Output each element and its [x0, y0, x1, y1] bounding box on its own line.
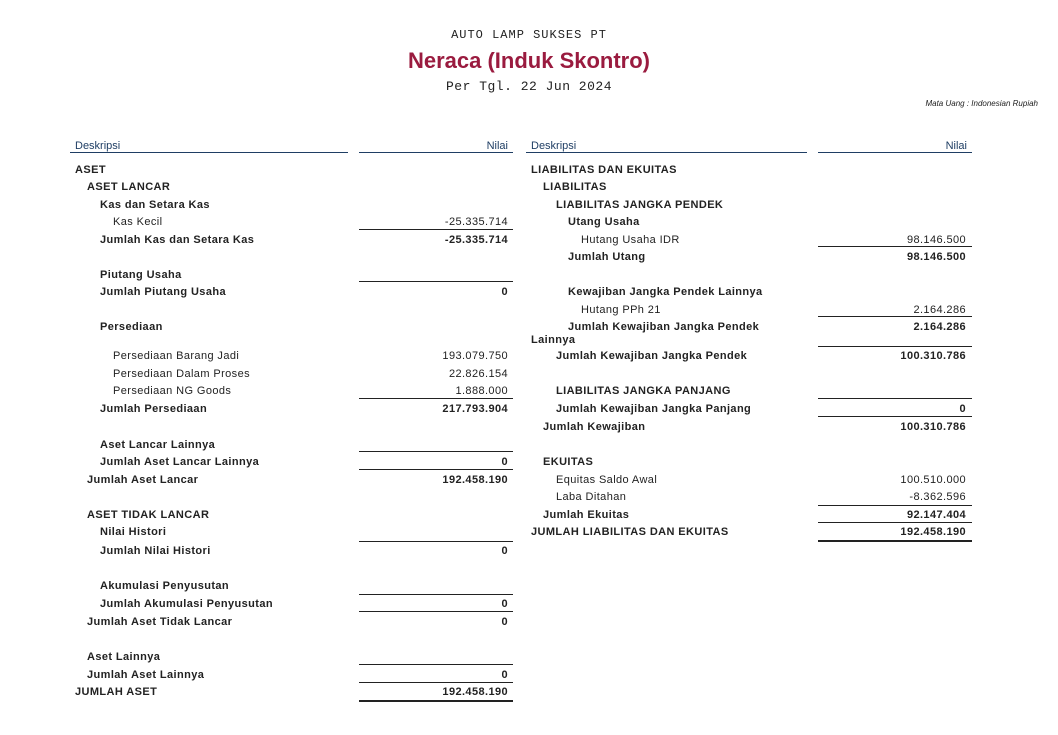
subtotal-rule [818, 522, 972, 523]
row-value: 2.164.286 [913, 321, 966, 333]
row-label: Jumlah Kewajiban Jangka Panjang [556, 403, 752, 415]
row-value: 2.164.286 [913, 304, 966, 316]
left-description-header: Deskripsi [75, 140, 121, 152]
row-value: 92.147.404 [906, 509, 966, 521]
row-value: 98.146.500 [906, 251, 966, 263]
row-label: Jumlah Utang [568, 251, 646, 263]
report-period: Per Tgl. 22 Jun 2024 [445, 79, 613, 94]
row-label: ASET LANCAR [87, 181, 171, 193]
row-label: Jumlah Kewajiban Jangka Pendek [568, 321, 760, 333]
row-value: 0 [501, 616, 508, 628]
subtotal-rule [359, 594, 513, 595]
currency-note: Mata Uang : Indonesian Rupiah [925, 99, 1038, 108]
row-label: Jumlah Aset Lancar [87, 474, 199, 486]
row-value: -25.335.714 [444, 234, 508, 246]
row-label: ASET [75, 164, 106, 176]
row-label: Aset Lancar Lainnya [100, 439, 216, 451]
row-label: Hutang PPh 21 [581, 304, 661, 316]
row-label: LIABILITAS [543, 181, 607, 193]
row-label: Kas Kecil [113, 216, 163, 228]
row-label: Jumlah Piutang Usaha [100, 286, 226, 298]
subtotal-rule [359, 229, 513, 230]
row-label: JUMLAH ASET [75, 686, 158, 698]
row-value: 193.079.750 [442, 350, 508, 362]
row-value: 100.310.786 [900, 421, 966, 433]
row-label: Equitas Saldo Awal [556, 474, 658, 486]
row-value: 0 [501, 669, 508, 681]
row-label: Utang Usaha [568, 216, 640, 228]
row-label: Persediaan NG Goods [113, 385, 232, 397]
subtotal-rule [359, 398, 513, 399]
row-label: Jumlah Kewajiban Jangka Pendek [556, 350, 748, 362]
row-label: Persediaan Barang Jadi [113, 350, 240, 362]
subtotal-rule [818, 416, 972, 417]
row-label: ASET TIDAK LANCAR [87, 509, 210, 521]
row-label: LIABILITAS JANGKA PENDEK [556, 199, 724, 211]
row-label: Aset Lainnya [87, 651, 161, 663]
row-label: Kas dan Setara Kas [100, 199, 210, 211]
row-value: 100.310.786 [900, 350, 966, 362]
row-value: 98.146.500 [906, 234, 966, 246]
row-label: Jumlah Aset Tidak Lancar [87, 616, 233, 628]
row-label: Piutang Usaha [100, 269, 182, 281]
row-label: Jumlah Kas dan Setara Kas [100, 234, 255, 246]
grand-total-rule [359, 700, 513, 702]
subtotal-rule [818, 505, 972, 506]
subtotal-rule [359, 611, 513, 612]
row-label: Persediaan Dalam Proses [113, 368, 250, 380]
subtotal-rule [359, 682, 513, 683]
row-value: 0 [501, 286, 508, 298]
right-value-header-rule [818, 152, 972, 153]
subtotal-rule [818, 246, 972, 247]
subtotal-rule [359, 541, 513, 542]
left-value-header: Nilai [486, 140, 508, 152]
row-value: 1.888.000 [455, 385, 508, 397]
row-value: 217.793.904 [442, 403, 508, 415]
row-label-continuation: Lainnya [531, 334, 576, 346]
row-label: LIABILITAS DAN EKUITAS [531, 164, 677, 176]
row-value: 192.458.190 [442, 686, 508, 698]
right-description-header: Deskripsi [531, 140, 577, 152]
row-label: Jumlah Aset Lainnya [87, 669, 205, 681]
row-label: EKUITAS [543, 456, 594, 468]
row-value: -8.362.596 [909, 491, 966, 503]
row-label: JUMLAH LIABILITAS DAN EKUITAS [531, 526, 729, 538]
row-label: Nilai Histori [100, 526, 167, 538]
row-label: Hutang Usaha IDR [581, 234, 680, 246]
left-description-header-rule [70, 152, 348, 153]
row-label: Jumlah Akumulasi Penyusutan [100, 598, 273, 610]
subtotal-rule [359, 469, 513, 470]
subtotal-rule [818, 316, 972, 317]
row-label: Jumlah Persediaan [100, 403, 208, 415]
row-value: -25.335.714 [444, 216, 508, 228]
subtotal-rule [359, 281, 513, 282]
row-value: 192.458.190 [900, 526, 966, 538]
row-label: LIABILITAS JANGKA PANJANG [556, 385, 731, 397]
row-value: 22.826.154 [448, 368, 508, 380]
row-label: Jumlah Nilai Histori [100, 545, 211, 557]
subtotal-rule [359, 451, 513, 452]
report-title: Neraca (Induk Skontro) [407, 48, 651, 73]
row-value: 100.510.000 [900, 474, 966, 486]
grand-total-rule [818, 540, 972, 542]
row-value: 0 [959, 403, 966, 415]
row-value: 0 [501, 598, 508, 610]
row-label: Jumlah Kewajiban [543, 421, 646, 433]
row-label: Laba Ditahan [556, 491, 627, 503]
row-value: 0 [501, 456, 508, 468]
subtotal-rule [818, 346, 972, 347]
right-value-header: Nilai [945, 140, 967, 152]
row-value: 192.458.190 [442, 474, 508, 486]
row-label: Jumlah Aset Lancar Lainnya [100, 456, 260, 468]
row-label: Akumulasi Penyusutan [100, 580, 230, 592]
company-name: AUTO LAMP SUKSES PT [451, 28, 607, 42]
subtotal-rule [359, 664, 513, 665]
subtotal-rule [818, 398, 972, 399]
row-value: 0 [501, 545, 508, 557]
row-label: Jumlah Ekuitas [543, 509, 630, 521]
row-label: Kewajiban Jangka Pendek Lainnya [568, 286, 763, 298]
left-value-header-rule [359, 152, 513, 153]
right-description-header-rule [526, 152, 807, 153]
row-label: Persediaan [100, 321, 163, 333]
